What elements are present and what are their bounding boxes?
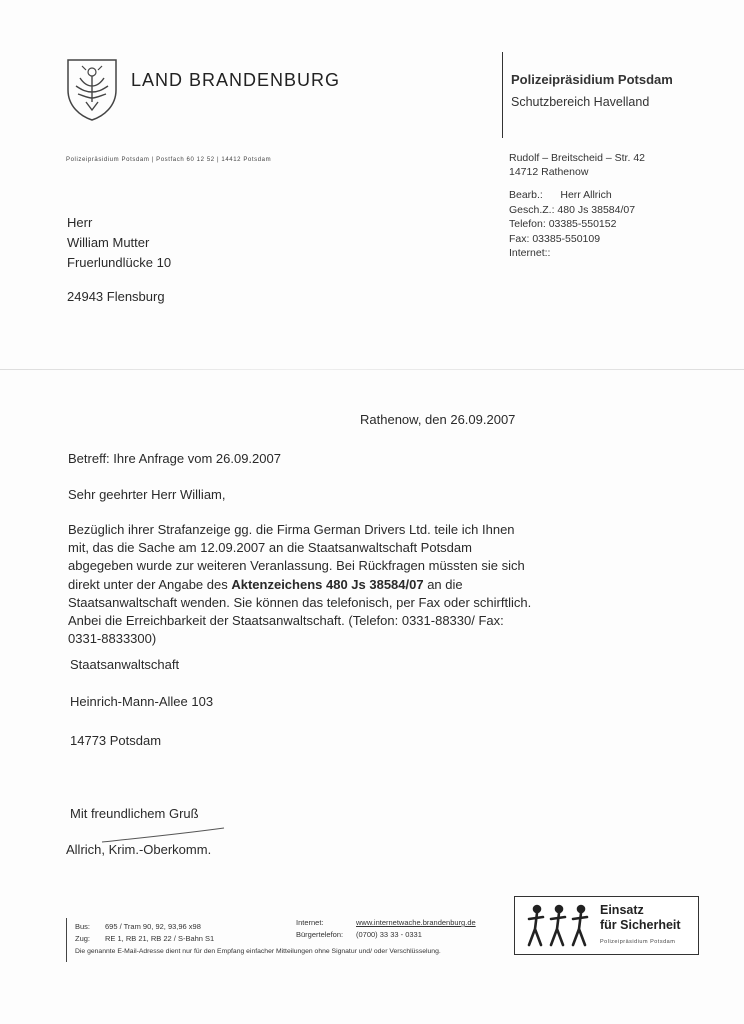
prosecutor-name: Staatsanwaltschaft (70, 657, 180, 672)
recipient-name: William Mutter (67, 235, 150, 250)
recipient-salutation: Herr (67, 215, 93, 230)
badge-line-2: für Sicherheit (600, 918, 681, 932)
closing: Mit freundlichem Gruß (70, 806, 199, 821)
internet-label: Internet: (296, 918, 324, 927)
office-contact-block (509, 188, 635, 261)
office-name: Polizeipräsidium Potsdam (511, 72, 673, 87)
office-street: Rudolf – Breitscheid – Str. 42 (509, 152, 645, 164)
office-city: 14712 Rathenow (509, 166, 589, 178)
file-number: Gesch.Z.: 480 Js 38584/07 (509, 203, 636, 216)
recipient-city: 24943 Flensburg (67, 289, 165, 304)
citizen-phone-label: Bürgertelefon: (296, 930, 344, 939)
recipient-address (67, 213, 171, 273)
internet: Internet:: (509, 247, 551, 259)
body-paragraph (68, 521, 538, 648)
header-divider (502, 52, 503, 138)
signer: Allrich, Krim.-Oberkomm. (66, 842, 212, 857)
bus-label: Bus: (75, 922, 91, 931)
sender-return-address: Polizeipräsidium Potsdam | Postfach 60 12 52 | 14412 Potsdam (66, 157, 272, 163)
date-line: Rathenow, den 26.09.2007 (360, 412, 516, 427)
footer-info (66, 918, 507, 962)
prosecutor-city: 14773 Potsdam (70, 733, 162, 748)
security-badge (514, 896, 699, 955)
office-subtitle: Schutzbereich Havelland (511, 95, 650, 109)
prosecutor-street: Heinrich-Mann-Allee 103 (70, 694, 214, 709)
subject-line: Betreff: Ihre Anfrage vom 26.09.2007 (68, 451, 281, 466)
badge-line-3: Polizeipräsidium Potsdam (600, 939, 676, 945)
letter-salutation: Sehr geehrter Herr William, (68, 487, 226, 502)
recipient-street: Fruerlundlücke 10 (67, 255, 172, 270)
file-reference: Aktenzeichens 480 Js 38584/07 (231, 576, 424, 592)
fax: Fax: 03385-550109 (509, 232, 601, 245)
badge-line-1: Einsatz (600, 903, 644, 917)
citizen-phone-value: (0700) 33 33 - 0331 (356, 930, 422, 939)
train-label: Zug: (75, 934, 91, 943)
phone: Telefon: 03385-550152 (509, 218, 617, 230)
brandenburg-eagle-crest-icon (64, 56, 120, 122)
internet-link[interactable]: www.internetwache.brandenburg.de (356, 918, 476, 927)
body-text-part-1: Bezüglich ihrer Strafanzeige gg. die Firma German Drivers Ltd. teile ich Ihnen mit, das die Sache am 12.09.2007 an die Staatsanwaltschaft Potsdam abgegeben wurde zur weiteren Veranlassung. Bei Rückfragen müssten sie sich direkt unter der Angabe des (68, 522, 525, 592)
handler: Bearb.: Herr Allrich (509, 189, 612, 201)
email-note: Die genannte E-Mail-Adresse dient nur für den Empfang einfacher Mitteilungen ohne Signatur und/ oder Verschlüsselung. (75, 948, 441, 955)
body-text-part-2: an die Staatsanwaltschaft wenden. Sie können das telefonisch, per Fax oder schirftlich. Anbei die Erreichbarkeit der Staatsanwaltschaft. (Telefon: 0331-88330/ Fax: 0331-8833300) (68, 576, 532, 647)
train-value: RE 1, RB 21, RB 22 / S-Bahn S1 (105, 934, 215, 943)
running-figures-icon (523, 901, 597, 951)
fold-line (0, 369, 744, 370)
state-name: LAND BRANDENBURG (131, 70, 341, 90)
office-address (509, 151, 645, 179)
bus-value: 695 / Tram 90, 92, 93,96 x98 (105, 922, 201, 931)
